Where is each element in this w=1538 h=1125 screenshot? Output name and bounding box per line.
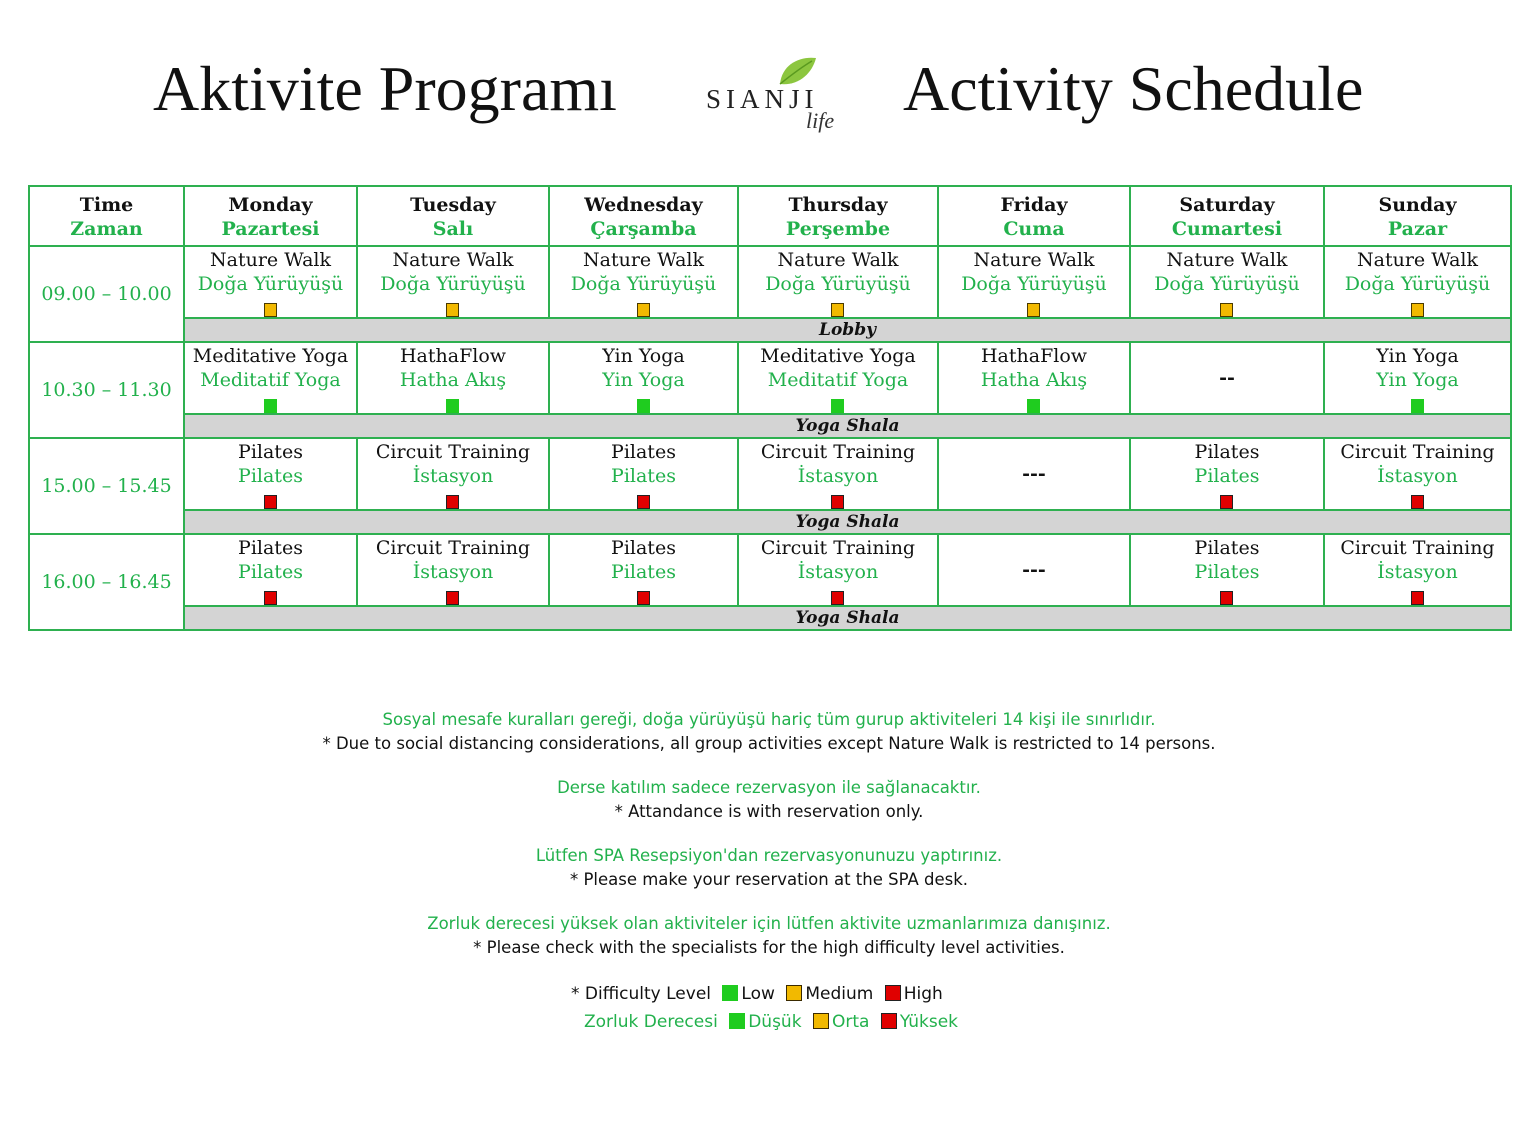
activity-name-tr: Hatha Akış <box>399 369 507 391</box>
activity-cell <box>549 534 738 606</box>
header-row <box>29 186 1511 246</box>
activity-name-tr: Doğa Yürüyüşü <box>570 273 717 295</box>
activity-name-en: Meditative Yoga <box>760 345 916 367</box>
day-name-tr: Cumartesi <box>1171 218 1283 240</box>
day-name-tr: Perşembe <box>785 218 891 240</box>
table-row <box>29 438 1511 510</box>
activity-cell <box>184 342 357 414</box>
activity-cell <box>1324 534 1511 606</box>
activity-name-tr: İstasyon <box>412 465 494 487</box>
table-row <box>29 246 1511 318</box>
difficulty-medium-icon <box>831 303 844 317</box>
day-name-tr: Pazar <box>1387 218 1448 240</box>
difficulty-low-icon <box>446 399 459 413</box>
activity-cell <box>184 246 357 318</box>
activity-cell <box>938 342 1130 414</box>
header-day-cell <box>738 186 938 246</box>
day-name-en: Wednesday <box>584 194 703 216</box>
activity-cell <box>938 534 1130 606</box>
logo-subtext: life <box>806 108 835 133</box>
high-swatch-icon <box>881 1013 897 1029</box>
time-slot: 09.00 – 10.00 <box>29 246 184 342</box>
no-activity-dash: --- <box>1022 463 1046 485</box>
difficulty-medium-icon <box>637 303 650 317</box>
difficulty-medium-icon <box>446 303 459 317</box>
notes-section <box>0 708 1538 960</box>
difficulty-medium-icon <box>1411 303 1424 317</box>
difficulty-low-icon <box>831 399 844 413</box>
table-row <box>29 534 1511 606</box>
difficulty-high-icon <box>1411 495 1424 509</box>
activity-name-tr: Doğa Yürüyüşü <box>1154 273 1300 295</box>
difficulty-high-icon <box>831 495 844 509</box>
time-slot: 15.00 – 15.45 <box>29 438 184 534</box>
header-day-cell <box>184 186 357 246</box>
location-row <box>29 318 1511 342</box>
header-day-cell <box>1130 186 1324 246</box>
legend-row-english <box>571 982 949 1006</box>
activity-cell <box>738 534 938 606</box>
low-swatch-icon <box>722 985 738 1001</box>
activity-name-tr: Pilates <box>238 561 303 583</box>
difficulty-low-icon <box>637 399 650 413</box>
legend-label-tr: Zorluk Derecesi <box>584 1012 718 1032</box>
low-swatch-icon <box>729 1013 745 1029</box>
location-label: Lobby <box>184 318 1511 342</box>
activity-name-en: Nature Walk <box>973 249 1095 271</box>
header-time-tr: Zaman <box>70 218 143 240</box>
activity-cell <box>1324 438 1511 510</box>
activity-cell <box>738 342 938 414</box>
activity-name-tr: İstasyon <box>797 561 879 583</box>
note-english: * Please make your reservation at the SPA desk. <box>569 870 969 889</box>
activity-cell <box>1324 246 1511 318</box>
activity-name-en: Circuit Training <box>375 441 531 463</box>
day-name-tr: Pazartesi <box>221 218 320 240</box>
location-row <box>29 414 1511 438</box>
activity-name-en: Nature Walk <box>1357 249 1478 271</box>
difficulty-medium-icon <box>264 303 277 317</box>
location-row <box>29 510 1511 534</box>
activity-cell <box>1130 438 1324 510</box>
activity-cell <box>1130 342 1324 414</box>
day-name-tr: Salı <box>432 218 474 240</box>
page-title-turkish: Aktivite Programı <box>153 53 617 124</box>
medium-swatch-icon <box>786 985 802 1001</box>
difficulty-low-icon <box>264 399 277 413</box>
activity-name-tr: Meditatif Yoga <box>767 369 909 391</box>
activity-name-tr: Pilates <box>1194 561 1260 583</box>
activity-name-tr: Pilates <box>611 465 676 487</box>
difficulty-high-icon <box>637 591 650 605</box>
activity-name-tr: Hatha Akış <box>980 369 1088 391</box>
difficulty-high-icon <box>264 495 277 509</box>
activity-name-tr: Doğa Yürüyüşü <box>380 273 526 295</box>
table-row <box>29 342 1511 414</box>
difficulty-high-icon <box>446 495 459 509</box>
header-time-en: Time <box>79 194 134 216</box>
legend-high: High <box>903 984 943 1004</box>
day-name-en: Tuesday <box>410 194 496 216</box>
difficulty-high-icon <box>1220 495 1233 509</box>
activity-name-en: Pilates <box>1194 441 1260 463</box>
legend-label: * Difficulty Level <box>571 984 712 1004</box>
activity-name-en: Circuit Training <box>760 537 916 559</box>
note-turkish: Sosyal mesafe kuralları gereği, doğa yürüyüşü hariç tüm gurup aktiviteleri 14 kişi ile sınırlıdır. <box>382 710 1156 729</box>
activity-cell <box>549 342 738 414</box>
note-turkish: Lütfen SPA Resepsiyon'dan rezervasyonunuzu yaptırınız. <box>535 846 1003 865</box>
difficulty-high-icon <box>446 591 459 605</box>
location-label: Yoga Shala <box>184 606 1511 630</box>
time-slot: 10.30 – 11.30 <box>29 342 184 438</box>
legend-high-tr: Yüksek <box>899 1012 959 1032</box>
activity-cell <box>1130 534 1324 606</box>
note-english: * Please check with the specialists for the high difficulty level activities. <box>473 938 1065 957</box>
difficulty-low-icon <box>1411 399 1424 413</box>
activity-name-tr: İstasyon <box>1377 465 1458 487</box>
day-name-en: Saturday <box>1179 194 1275 216</box>
activity-name-en: Pilates <box>1194 537 1260 559</box>
activity-cell <box>738 246 938 318</box>
day-name-en: Friday <box>1000 194 1068 216</box>
day-name-tr: Cuma <box>1003 218 1065 240</box>
day-name-en: Thursday <box>788 194 888 216</box>
day-name-tr: Çarşamba <box>590 218 697 240</box>
activity-name-tr: Doğa Yürüyüşü <box>1344 273 1491 295</box>
legend-medium: Medium <box>805 984 874 1004</box>
legend-row-turkish <box>584 1010 964 1034</box>
difficulty-high-icon <box>1220 591 1233 605</box>
header-day-cell <box>357 186 549 246</box>
note-turkish: Derse katılım sadece rezervasyon ile sağlanacaktır. <box>557 778 981 797</box>
day-name-en: Sunday <box>1378 194 1457 216</box>
activity-name-en: Nature Walk <box>210 249 331 271</box>
activity-name-en: Nature Walk <box>392 249 514 271</box>
activity-name-tr: Doğa Yürüyüşü <box>765 273 911 295</box>
activity-name-en: Circuit Training <box>1340 441 1495 463</box>
activity-name-en: HathaFlow <box>399 345 507 367</box>
legend-medium-tr: Orta <box>831 1012 870 1032</box>
no-activity-dash: --- <box>1022 559 1046 581</box>
note-english: * Due to social distancing considerations, all group activities except Nature Walk is restricted to 14 persons. <box>322 734 1216 753</box>
difficulty-medium-icon <box>1027 303 1040 317</box>
activity-name-tr: Meditatif Yoga <box>200 369 341 391</box>
difficulty-low-icon <box>1027 399 1040 413</box>
activity-cell <box>549 438 738 510</box>
page-title-english: Activity Schedule <box>903 53 1364 124</box>
activity-name-en: Pilates <box>611 537 676 559</box>
activity-name-tr: Pilates <box>611 561 676 583</box>
note-turkish: Zorluk derecesi yüksek olan aktiviteler için lütfen aktivite uzmanlarımıza danışınız. <box>427 914 1111 933</box>
header-time-cell <box>29 186 184 246</box>
difficulty-high-icon <box>831 591 844 605</box>
legend-low-tr: Düşük <box>748 1012 802 1032</box>
difficulty-high-icon <box>637 495 650 509</box>
activity-cell <box>357 534 549 606</box>
activity-schedule-table <box>28 185 1512 631</box>
activity-cell <box>184 438 357 510</box>
activity-name-en: Circuit Training <box>375 537 531 559</box>
location-row <box>29 606 1511 630</box>
brand-logo <box>706 54 846 138</box>
activity-name-tr: Pilates <box>1194 465 1260 487</box>
activity-name-tr: Pilates <box>238 465 303 487</box>
activity-cell <box>184 534 357 606</box>
legend-low: Low <box>741 984 775 1004</box>
activity-name-en: Circuit Training <box>1340 537 1495 559</box>
header-day-cell <box>938 186 1130 246</box>
activity-name-tr: İstasyon <box>412 561 494 583</box>
no-activity-dash: -- <box>1219 367 1235 389</box>
activity-name-en: Nature Walk <box>777 249 899 271</box>
time-slot: 16.00 – 16.45 <box>29 534 184 630</box>
activity-name-tr: Yin Yoga <box>1376 369 1459 391</box>
activity-name-en: Nature Walk <box>583 249 704 271</box>
activity-name-en: Pilates <box>238 441 303 463</box>
activity-name-tr: Doğa Yürüyüşü <box>961 273 1107 295</box>
activity-name-en: Nature Walk <box>1166 249 1288 271</box>
activity-cell <box>1130 246 1324 318</box>
difficulty-medium-icon <box>1220 303 1233 317</box>
location-label: Yoga Shala <box>184 510 1511 534</box>
activity-name-en: Pilates <box>611 441 676 463</box>
difficulty-high-icon <box>264 591 277 605</box>
activity-cell <box>1324 342 1511 414</box>
day-name-en: Monday <box>228 194 313 216</box>
activity-name-tr: Doğa Yürüyüşü <box>197 273 344 295</box>
medium-swatch-icon <box>813 1013 829 1029</box>
logo-wordmark: SIANJI <box>706 84 819 114</box>
difficulty-high-icon <box>1411 591 1424 605</box>
activity-name-en: Meditative Yoga <box>192 345 349 367</box>
activity-cell <box>549 246 738 318</box>
activity-name-en: Circuit Training <box>760 441 916 463</box>
note-english: * Attandance is with reservation only. <box>614 802 924 821</box>
activity-cell <box>357 342 549 414</box>
header-day-cell <box>1324 186 1511 246</box>
header-day-cell <box>549 186 738 246</box>
location-label: Yoga Shala <box>184 414 1511 438</box>
high-swatch-icon <box>885 985 901 1001</box>
activity-name-en: Yin Yoga <box>1376 345 1459 367</box>
activity-cell <box>938 438 1130 510</box>
activity-name-en: Pilates <box>238 537 303 559</box>
activity-name-en: Yin Yoga <box>602 345 685 367</box>
activity-name-tr: İstasyon <box>797 465 879 487</box>
activity-cell <box>357 246 549 318</box>
activity-name-tr: İstasyon <box>1377 561 1458 583</box>
activity-cell <box>357 438 549 510</box>
activity-cell <box>938 246 1130 318</box>
activity-name-en: HathaFlow <box>980 345 1088 367</box>
activity-name-tr: Yin Yoga <box>602 369 685 391</box>
activity-cell <box>738 438 938 510</box>
